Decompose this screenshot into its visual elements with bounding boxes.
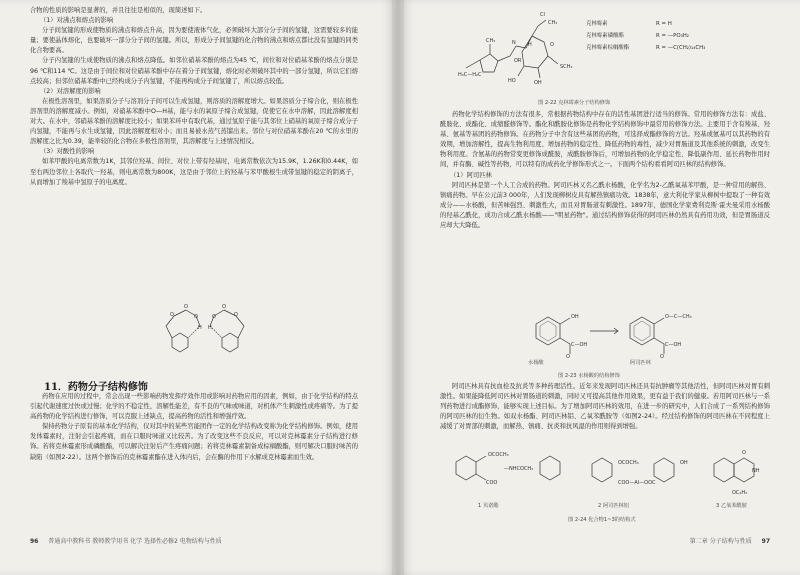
page-number: 96 [30, 538, 39, 545]
svg-text:O: O [234, 312, 238, 318]
legend-row [586, 18, 705, 30]
left-text-bottom [30, 392, 358, 463]
svg-text:OH: OH [571, 314, 579, 320]
paragraph: 如苯甲酸的电离常数为1K，其邻位羟基、间位、对位上带有羟基时，电离常数依次为15.9K，1.26K和0.44K，如至右两边邻位上各取代一羟基，则电离常数为800K，这是由于邻位上的羟基与苯甲酸根生成带氢键的稳定的阴离子，从而增加了羧基中氢原子的电离度。 [30, 158, 358, 186]
svg-text:NH: NH [752, 468, 760, 474]
legend-name: 克林霉素 [586, 21, 608, 27]
aspirin-derivatives-structures [442, 442, 772, 502]
paragraph: 保持药物分子原有的基本化学结构，仅对其中的某些官能团作一定的化学结构改变称为化学结构修饰。例如，使用发体霉素时，注射会引起疼痛，而在口服时味道又比较苦。为了改变这些不良反应，可以对克林霉素分子结构进行修饰。若将克林霉素形成磷酸酯，可以解决注射后产生疼痛问题；若将克林霉素制备成棕榈酸酯，则可解决口服时味苦的缺陷（如图2-22）。这两个修饰后的克林霉素酯在进入体内后，会在酶的作用下水解成克林霉素而生效。 [30, 423, 358, 461]
label-compound-1: 1 贝诺酯 [478, 503, 499, 509]
svg-text:COO: COO [486, 480, 498, 486]
label-compound-2: 2 阿司匹林铝 [598, 503, 629, 509]
svg-text:H₃C—H₂C: H₃C—H₂C [458, 72, 482, 78]
legend-r: R = —PO₃H₂ [656, 33, 689, 39]
svg-text:N: N [512, 40, 516, 46]
svg-text:OC₂H₅: OC₂H₅ [732, 490, 748, 496]
svg-text:COO—Al—OOC: COO—Al—OOC [618, 480, 656, 486]
svg-text:O: O [194, 314, 198, 320]
label-salicylic-acid: 水杨酸 [528, 360, 544, 366]
paragraph: 在极性溶剂里，如果溶质分子与溶剂分子间可以生成氢键，则溶质的溶解度增大。如果溶质分子缔合化，则在极性溶剂里的溶解度减小。例如，对硝基苯酚中O—H基，能与水的氧原子缔合成氢键，促使它在水中溶解，因此溶解度相对大。在水中，邻硝基苯酚的溶解度比较小；如果苯环中有取代基，通过氢原子能与其邻位上硝基的氧原子缔合成分子内氢键，不能再与水生成氢键，因此溶解度相对小；而且易被水蒸气蒸馏出来。邻位与对位硝基苯酚在20 ℃的水里的溶解度之比为0.39，能举较的化合物在多极性溶剂里，其溶解度与上述情况相反。 [30, 97, 358, 146]
svg-text:H: H [528, 42, 532, 48]
right-footer [690, 536, 770, 545]
svg-text:O: O [660, 354, 664, 358]
paragraph: 合物的性质的影响是显著的，并且往往是相似的，现简述如下。 [30, 7, 207, 14]
legend-r: R = —C(CH₂)₁₄CH₃ [656, 45, 706, 51]
svg-text:OH: OH [534, 80, 542, 86]
hydrogen-bond-structure [150, 296, 260, 356]
svg-text:—NHCOCH₃: —NHCOCH₃ [504, 466, 534, 472]
figure-caption: 图 2-23 水杨酸的结构修饰 [558, 373, 620, 379]
svg-text:CH₃: CH₃ [548, 20, 558, 26]
right-text-top [440, 110, 770, 231]
svg-text:OH: OH [680, 460, 688, 466]
legend-row [586, 30, 705, 42]
paragraph: 阿司匹林具有抗血栓及抗炎等多种药理活性。近年来发现阿司匹林还具有抗肿瘤等其他活性，但阿司匹林对胃有刺激性。如果能降低阿司匹林对胃肠道的刺激，同时又可提高其他作用效果，更有益于我们的健康。若用阿司匹林与一系列药物进行成酯修饰，能够实现上述目标。为了增加阿司匹林的效用，在进一步的研究中，人们合成了一系列结构修饰的阿司匹林的衍生物。如双水杨酯、阿司匹林铝、乙氧苯酰胺等（如图2-24）。经过结构修饰的阿司匹林在不同程度上减缓了对胃部的刺激，而解热、镇痛、抗炎和抗风湿的作用则得到增强。 [440, 383, 770, 431]
paragraph: 药物化学结构修饰的方法有很多，常根据药物结构中存在的活性基团进行适当的修饰。常用的修饰方法有：成盐、酰胺化、成酯化、成缩醛修饰等。酯化和酰胺化修饰是药物化学结构修饰中最常用的修饰方法。主要用于含有羧基、羟基、氨基等基团的药物修饰。在药物分子中含有这些基团的药物，可选择成酯修饰的方法。羟基或氨基可以其药物的有效期，增加溶解性，提高生物利用度、增加药物的稳定性、降低药物的毒性，减少对胃肠道及其他系统的刺激，改变生物利用度。含氨基的药物常变更修饰成酰胺，成酰胺修饰后，可增加药物的化学稳定性、降低副作用、延长药物作用时间，并有酶、碱性等药物，可以特有的成药化学修饰形式之一。下面两个结构看看阿司匹林的结构修饰。 [440, 111, 770, 169]
svg-text:O: O [170, 312, 174, 318]
subheading-aspirin: （1）阿司匹林 [450, 171, 492, 179]
figure-caption: 图 2-24 化合物1~3的结构式 [568, 517, 636, 523]
svg-text:O: O [184, 304, 188, 310]
svg-text:Cl: Cl [540, 12, 545, 18]
paragraph: 分子间氢键的形成使物质的沸点和熔点升高，因为要使液体气化，必须破坏大部分分子间的氢键，这需要较多的能量；要使晶体熔化，也要破坏一部分分子间的氢键。所以，形成分子间氢键的化合物的沸点和熔点都比没有氢键的同类化合物要高。 [30, 27, 358, 55]
subheading-solubility: （2）对溶解度的影响 [40, 87, 101, 95]
svg-text:O: O [212, 314, 216, 320]
label-aspirin: 阿司匹林 [630, 360, 651, 366]
svg-text:SCH₃: SCH₃ [560, 64, 573, 70]
subheading-boiling-point: （1）对沸点和熔点的影响 [40, 17, 114, 25]
paragraph: 药物在应用的过程中，常会出现一些影响药物发挥疗效作用或影响对药物应用的因素，例如，由于化学结构的特点引起代谢速度过快或过慢；化学的不稳定性，溶解性能差，有不良的气味或味道，对机体产生刺激性或疼痛等。为了提高药物的化学结构进行修饰，可以克服上述缺点，提高药物的活性和增强疗效。 [30, 393, 358, 421]
page-number: 97 [761, 538, 770, 545]
series-title: 普通高中教科书 教师教学用书 化学 选择性必修2 电物结构与性质 [48, 538, 222, 545]
svg-text:O—C—CH₃: O—C—CH₃ [665, 314, 692, 320]
svg-text:HO: HO [508, 78, 516, 84]
svg-text:OCOCH₃: OCOCH₃ [618, 460, 639, 466]
svg-text:O: O [550, 42, 554, 48]
legend-name: 克林霉素棕榈酸酯 [586, 45, 630, 51]
svg-text:H: H [208, 325, 212, 331]
label-compound-3: 3 乙氧苯酰胺 [716, 503, 747, 509]
paragraph: 阿司匹林是第一个人工合成的药物。阿司匹林又名乙酰水杨酸，化学名为2-乙酰氧基苯甲酸，是一种常用的解热、镇痛药物。早在公元前3 000年，人们发现柳树皮具有解热镇痛功效。1838年，意大利化学家从柳树中提取了一种有效成分——水杨酸，但苦味强烈、刺激性大，而且对胃肠道有刺激性。1897年，德国化学家费利克斯·霍夫曼采用水杨酸的羟基乙酰化，成功合成乙酰水杨酸——"明星药物"。通过结构修饰获得的阿司匹林仍然具有药用功效，但是胃肠道反应却大大降低。 [440, 181, 771, 230]
subheading-acidity: （3）对酸性的影响 [40, 148, 95, 156]
right-page [398, 0, 800, 575]
svg-text:OCOCH₃: OCOCH₃ [488, 452, 509, 458]
svg-text:O: O [222, 304, 226, 310]
left-text-top [30, 6, 358, 188]
left-footer [30, 536, 222, 545]
legend-row [586, 42, 705, 54]
aspirin-structure-figure [518, 302, 698, 358]
legend-r: R = H [656, 21, 672, 27]
chapter-title: 第二章 分子结构与性质 [689, 538, 752, 545]
figure-caption: 图 2-22 克林霉素分子结构修饰 [538, 100, 611, 106]
section-heading: 11．药物分子结构修饰 [44, 382, 148, 393]
right-text-bottom [440, 382, 770, 432]
svg-text:C—OH: C—OH [571, 342, 588, 348]
svg-text:C—OH: C—OH [665, 342, 682, 348]
legend-name: 克林霉素磷酸酯 [586, 33, 624, 39]
svg-text:CH₃: CH₃ [486, 38, 496, 44]
svg-text:H: H [198, 325, 202, 331]
svg-text:O: O [742, 450, 746, 456]
left-page [0, 0, 398, 575]
paragraph: 分子内氢键的生成使物质的沸点和熔点降低。如邻位硝基苯酚的熔点为45 ℃，间位和对位硝基苯酚的熔点分别是96 ℃和114 ℃。这是由于间位和对位硝基苯酚中存在着分子间氢键，熔化时必须破坏其中的一部分氢键，所以它们熔点较高；但邻位硝基苯酚中已经构成分子内氢键，不能再构成分子间氢键了，所以熔点较低。 [30, 57, 358, 85]
clindamycin-structure [456, 6, 586, 86]
clindamycin-legend [586, 18, 705, 54]
svg-text:OR: OR [514, 58, 522, 64]
svg-text:O: O [566, 354, 570, 358]
